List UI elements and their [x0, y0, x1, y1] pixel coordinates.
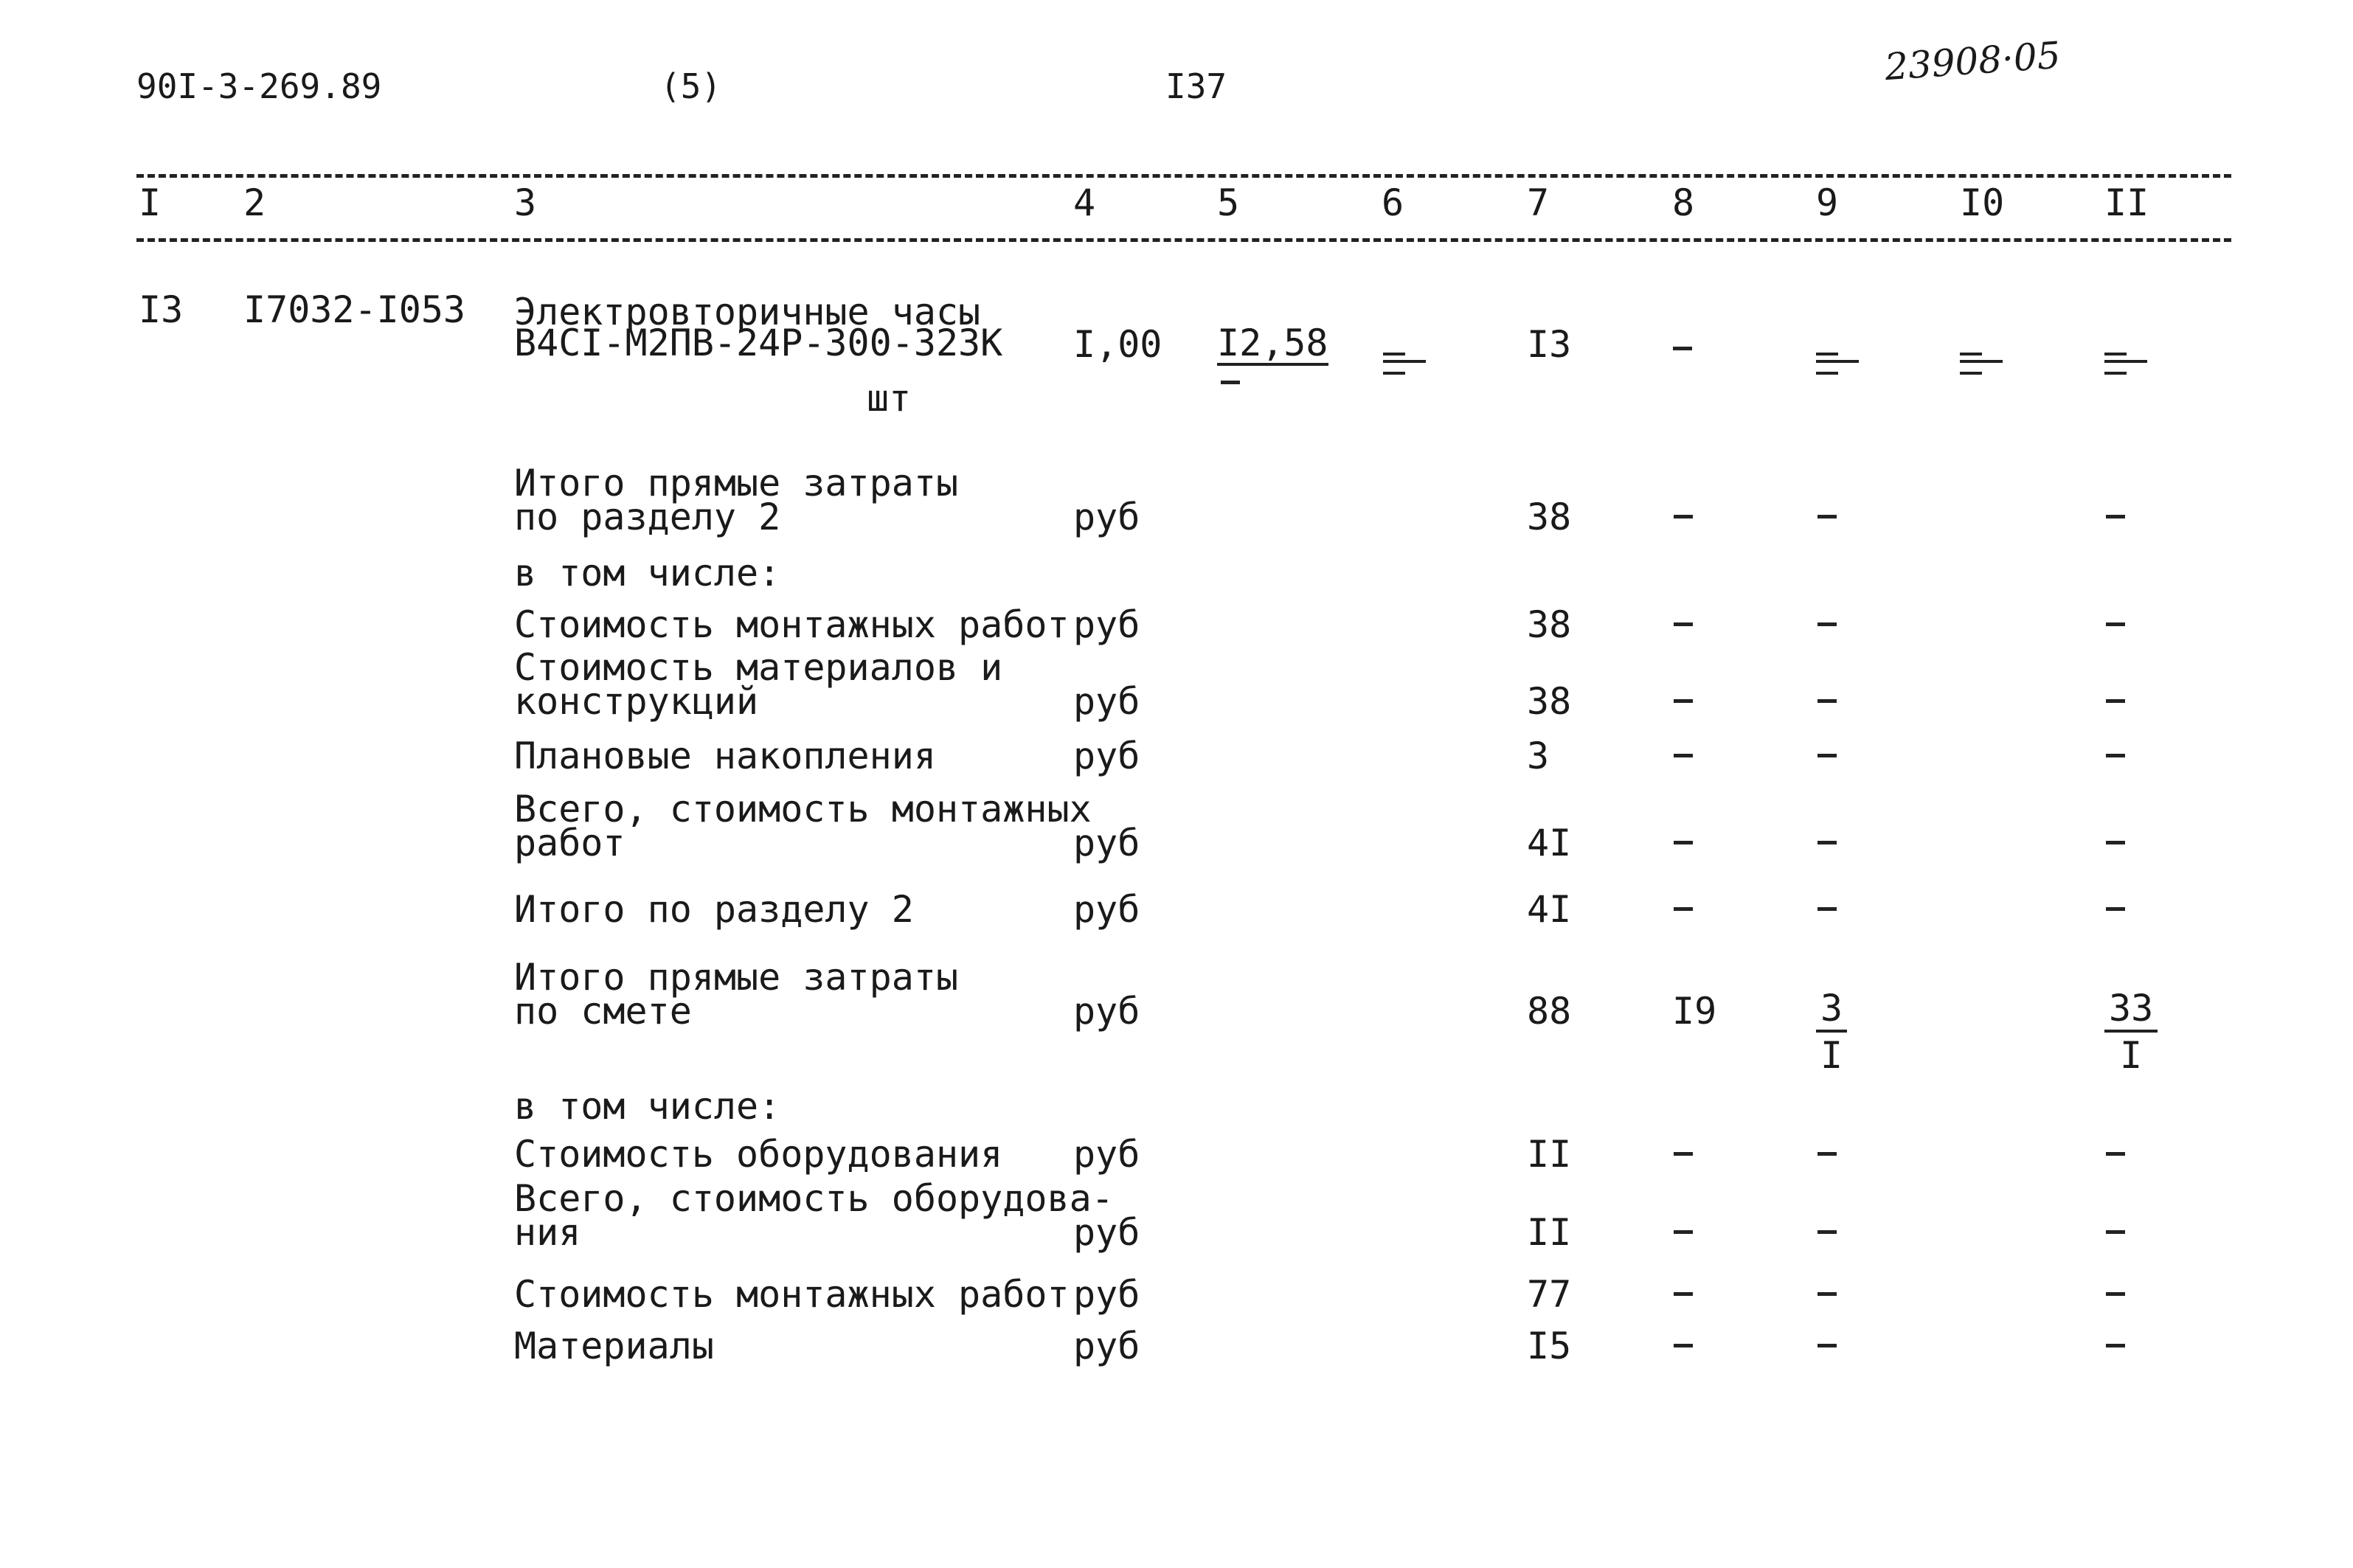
item-unit-price-sub — [1221, 381, 1240, 384]
row-c7-value: I5 — [1527, 1325, 1572, 1367]
header-top-rule — [136, 174, 2231, 178]
row-label: Стоимость монтажных работ — [514, 1273, 1070, 1316]
col-header-2: 2 — [243, 181, 266, 224]
row-unit: руб — [1073, 990, 1140, 1033]
row-unit: руб — [1073, 888, 1140, 931]
col-header-8: 8 — [1672, 181, 1695, 224]
row-c11-dash — [2106, 699, 2125, 703]
row-c7-value: 4I — [1527, 888, 1572, 931]
row-c11-denominator: I — [2120, 1034, 2143, 1077]
col-header-7: 7 — [1527, 181, 1550, 224]
page-number: I37 — [1165, 66, 1227, 106]
row-c7-value: II — [1527, 1133, 1572, 1176]
row-c9-dash — [1817, 907, 1837, 911]
row-c9-dash — [1817, 699, 1837, 703]
row-c11-dash — [2106, 841, 2125, 844]
row-c8-dash — [1674, 515, 1693, 518]
row-c8-dash — [1674, 1344, 1693, 1347]
row-unit: руб — [1073, 735, 1140, 777]
row-label: Итого прямые затраты — [514, 956, 959, 999]
row-c9-numerator: 3 — [1816, 990, 1847, 1033]
col-header-6: 6 — [1382, 181, 1404, 224]
row-unit: руб — [1073, 1273, 1140, 1316]
row-label: Всего, стоимость оборудова- — [514, 1177, 1114, 1220]
col-header-9: 9 — [1816, 181, 1839, 224]
item-name-line2: В4СI-М2ПВ-24Р-300-323К — [514, 322, 1003, 364]
row-c11-fraction — [2104, 987, 2158, 1077]
row-c8-dash — [1674, 622, 1693, 626]
row-c9-dash — [1817, 1344, 1837, 1347]
row-label: Стоимость оборудования — [514, 1133, 1003, 1176]
row-c9-dash — [1817, 1230, 1837, 1234]
row-c11-dash — [2106, 1152, 2125, 1156]
row-c11-dash — [2106, 622, 2125, 626]
col-header-3: 3 — [514, 181, 537, 224]
row-c11-dash — [2106, 515, 2125, 518]
row-c9-dash — [1817, 841, 1837, 844]
row-label-line2: по смете — [514, 990, 692, 1033]
col-header-11: II — [2104, 181, 2149, 224]
row-label: Материалы — [514, 1325, 714, 1367]
row-label: Плановые накопления — [514, 735, 936, 777]
row-label: Итого прямые затраты — [514, 462, 959, 504]
row-label: в том числе: — [514, 1085, 781, 1128]
col-header-4: 4 — [1073, 181, 1096, 224]
row-c8-dash — [1674, 699, 1693, 703]
header-bottom-rule — [136, 238, 2231, 242]
document-code: 90I-3-269.89 — [136, 66, 382, 106]
row-c9-fraction — [1816, 987, 1847, 1077]
row-c8-value: I9 — [1672, 990, 1717, 1033]
row-label: Стоимость монтажных работ — [514, 603, 1070, 646]
item-name-line1: Электровторичные часы — [514, 291, 981, 333]
row-c8-dash — [1674, 1230, 1693, 1234]
row-c8-dash — [1674, 841, 1693, 844]
item-col8-dash — [1673, 347, 1692, 350]
item-total: I3 — [1527, 323, 1572, 366]
row-c11-dash — [2106, 1344, 2125, 1347]
row-label-line2: ния — [514, 1211, 581, 1254]
row-unit: руб — [1073, 822, 1140, 864]
row-label: Стоимость материалов и — [514, 646, 1003, 689]
col-header-1: I — [139, 181, 162, 224]
row-unit: руб — [1073, 603, 1140, 646]
row-label: Итого по разделу 2 — [514, 888, 914, 931]
row-label: Всего, стоимость монтажных — [514, 788, 1092, 830]
col-header-10: I0 — [1960, 181, 2005, 224]
row-c7-value: 38 — [1527, 680, 1572, 723]
row-c7-value: 4I — [1527, 822, 1572, 864]
row-c7-value: 38 — [1527, 496, 1572, 538]
item-unit: шт — [867, 377, 912, 420]
item-unit-price: I2,58 — [1217, 322, 1328, 364]
row-unit: руб — [1073, 1325, 1140, 1367]
item-quantity: I,00 — [1073, 323, 1162, 366]
row-c11-dash — [2106, 1292, 2125, 1296]
item-number: I3 — [139, 288, 184, 331]
row-c8-dash — [1674, 1292, 1693, 1296]
row-c8-dash — [1674, 754, 1693, 757]
row-c11-dash — [2106, 1230, 2125, 1234]
row-c8-dash — [1674, 1152, 1693, 1156]
row-label-line2: конструкций — [514, 680, 759, 723]
row-c7-value: 77 — [1527, 1273, 1572, 1316]
row-label-line2: по разделу 2 — [514, 496, 781, 538]
handwritten-stamp-number: 23908·05 — [1883, 33, 2062, 89]
row-c7-value: II — [1527, 1211, 1572, 1254]
row-unit: руб — [1073, 680, 1140, 723]
row-c9-dash — [1817, 622, 1837, 626]
row-unit: руб — [1073, 1211, 1140, 1254]
col-header-5: 5 — [1217, 181, 1240, 224]
row-c7-value: 38 — [1527, 603, 1572, 646]
row-c9-denominator: I — [1820, 1034, 1843, 1077]
item-code: I7032-I053 — [243, 288, 466, 331]
row-c7-value: 3 — [1527, 735, 1550, 777]
row-c9-dash — [1817, 754, 1837, 757]
row-label-line2: работ — [514, 822, 625, 864]
row-c8-dash — [1674, 907, 1693, 911]
row-c9-dash — [1817, 515, 1837, 518]
row-c11-dash — [2106, 754, 2125, 757]
row-label: в том числе: — [514, 552, 781, 594]
row-c11-dash — [2106, 907, 2125, 911]
row-c7-value: 88 — [1527, 990, 1572, 1033]
row-unit: руб — [1073, 496, 1140, 538]
row-c9-dash — [1817, 1152, 1837, 1156]
row-c11-numerator: 33 — [2104, 990, 2158, 1033]
row-unit: руб — [1073, 1133, 1140, 1176]
row-c9-dash — [1817, 1292, 1837, 1296]
section-number: (5) — [660, 66, 722, 106]
